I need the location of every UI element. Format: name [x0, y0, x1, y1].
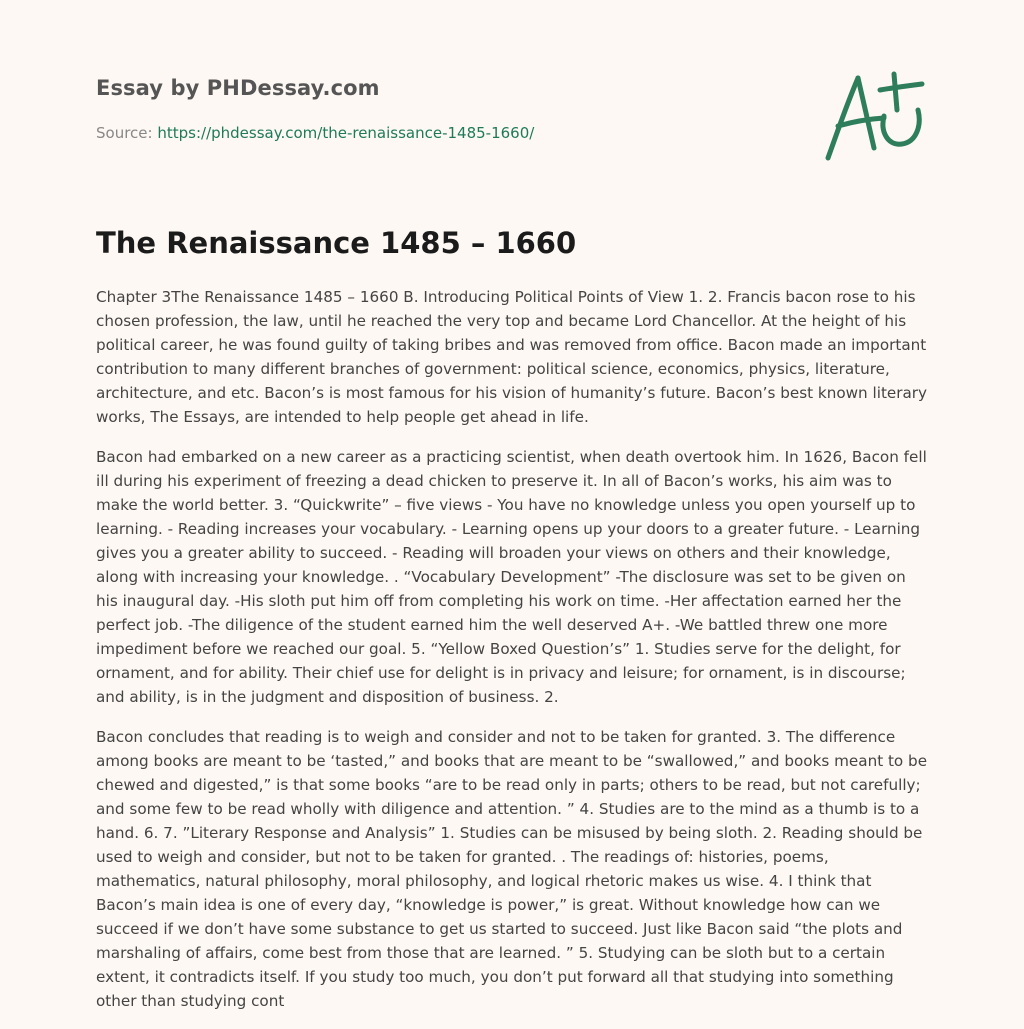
- source-link[interactable]: https://phdessay.com/the-renaissance-1485-1660/: [157, 124, 535, 142]
- source-label: Source:: [96, 124, 153, 142]
- source-line: [96, 124, 534, 142]
- essay-paragraph: Chapter 3The Renaissance 1485 – 1660 B. Introducing Political Points of View 1. 2. Francis bacon rose to his chosen profession, the law, until he reached the very top and became Lord Chancellor. At the height of his political career, he was found guilty of taking bribes and was removed from office. Bacon made an important contribution to many different branches of government: political science, economics, physics, literature, architecture, and etc. Bacon’s is most famous for his vision of humanity’s future. Bacon’s best known literary works, The Essays, are intended to help people get ahead in life.: [96, 288, 928, 426]
- essay-body: [96, 285, 932, 1029]
- essay-title: The Renaissance 1485 – 1660: [96, 226, 577, 260]
- site-title: Essay by PHDessay.com: [96, 76, 380, 100]
- essay-paragraph: Bacon had embarked on a new career as a practicing scientist, when death overtook him. In 1626, Bacon fell ill during his experiment of freezing a dead chicken to preserve it. In all of Bacon’s works, his aim was to make the world better. 3. “Quickwrite” – five views - You have no knowledge unless you open yourself up to learning. - Reading increases your vocabulary. - Learning opens up your doors to a greater future. - Learning gives you a greater ability to succeed. - Reading will broaden your views on others and their knowledge, along with increasing your knowledge. . “Vocabulary Development” -The disclosure was set to be given on his inaugural day. -His sloth put him off from completing his work on time. -Her affectation earned her the perfect job. -The diligence of the student earned him the well deserved A+. -We battled threw one more impediment before we reached our goal. 5. “Yellow Boxed Question’s” 1. Studies serve for the delight, for ornament, and for ability. Their chief use for delight is in privacy and leisure; for ornament, is in discourse; and ability, is in the judgment and disposition of business. 2.: [96, 448, 927, 706]
- essay-paragraph: Bacon concludes that reading is to weigh and consider and not to be taken for granted. 3. The difference among books are meant to be ‘tasted,” and books that are meant to be “swallowed,” and books meant to be chewed and digested,” is that some books “are to be read only in parts; others to be read, but not carefully; and some few to be read wholly with diligence and attention. ” 4. Studies are to the mind as a thumb is to a hand. 6. 7. ”Literary Response and Analysis” 1. Studies can be misused by being sloth. 2. Reading should be used to weigh and consider, but not to be taken for granted. . The readings of: histories, poems, mathematics, natural philosophy, moral philosophy, and logical rhetoric makes us wise. 4. I think that Bacon’s main idea is one of every day, “knowledge is power,” is great. Without knowledge how can we succeed if we don’t have some substance to get us started to succeed. Just like Bacon said “the plots and marshaling of affairs, come best from those that are learned. ” 5. Studying can be sloth but to a certain extent, it contradicts itself. If you study too much, you don’t put forward all that studying into something other than studying cont: [96, 728, 928, 1010]
- a-plus-grade-icon: [818, 66, 930, 166]
